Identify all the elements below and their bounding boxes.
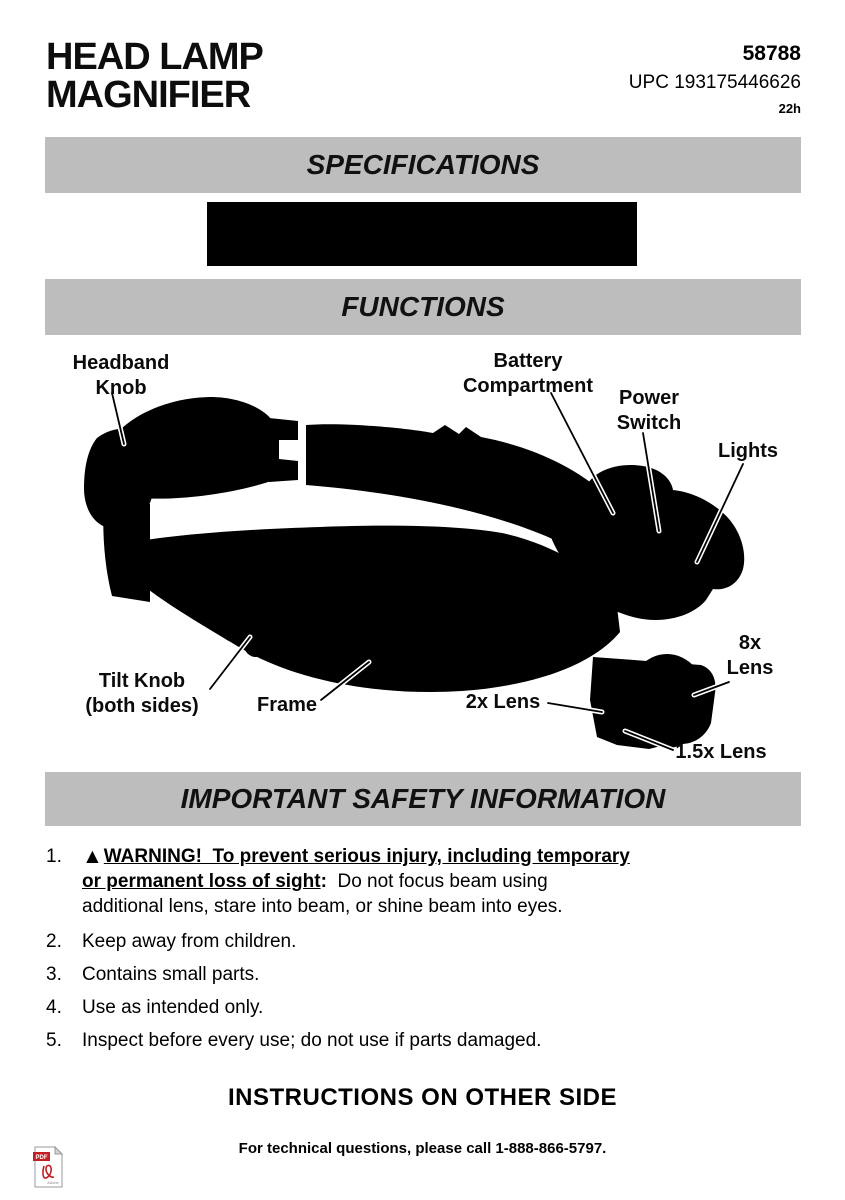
pdf-banner-label: PDF (35, 1155, 48, 1161)
label-line: Lens (726, 657, 774, 679)
safety-item-4-text: Use as intended only. (82, 997, 264, 1018)
item-number: 58788 (742, 42, 801, 65)
safety-item-5-number: 5. (46, 1030, 62, 1051)
safety-item-2-number: 2. (46, 931, 62, 952)
label-line: 1.5x Lens (675, 741, 767, 763)
safety-banner: IMPORTANT SAFETY INFORMATION (45, 772, 801, 826)
label-line: 2x Lens (465, 691, 541, 713)
pdf-file-icon (33, 1146, 63, 1188)
label-line: 8x (738, 632, 762, 654)
tilt-knob-leader (210, 637, 250, 689)
safety-item-5-text: Inspect before every use; do not use if parts damaged. (82, 1030, 542, 1051)
page-title-line1: HEAD LAMP (46, 36, 263, 78)
upc-code: UPC 193175446626 (628, 72, 801, 93)
safety-item-3-text: Contains small parts. (82, 964, 260, 985)
adobe-brand-label: Adobe (47, 1180, 59, 1185)
label-power-switch (617, 386, 681, 436)
safety-item-2-text: Keep away from children. (82, 931, 297, 952)
label-line: Lights (718, 440, 778, 462)
redacted-specifications-box (207, 202, 637, 266)
label-lens-2x (466, 690, 540, 715)
safety-item-1-line3 (82, 894, 682, 919)
specifications-banner: SPECIFICATIONS (45, 137, 801, 193)
label-headband-knob (73, 351, 170, 401)
technical-questions-phone: For technical questions, please call 1-888-866-5797. (238, 1140, 607, 1157)
headband-clip-shape (269, 418, 298, 482)
revision-code: 22h (778, 101, 801, 116)
headband-post-shape (103, 498, 150, 602)
label-lights (718, 439, 778, 464)
label-line: Switch (616, 412, 682, 434)
headband-left-band-shape (100, 397, 271, 499)
safety-item-3-number: 3. (46, 964, 62, 985)
instructions-other-side-note: INSTRUCTIONS ON OTHER SIDE (227, 1084, 618, 1111)
label-line: Frame (256, 694, 318, 716)
folded-corner (55, 1147, 62, 1154)
warning-colon: : (320, 871, 327, 892)
label-line: Compartment (462, 375, 594, 397)
label-line: Power (618, 387, 680, 409)
label-tilt-knob (85, 669, 198, 719)
functions-banner: FUNCTIONS (45, 279, 801, 335)
safety-item-1-line2 (82, 869, 682, 894)
safety-item-1-number: 1. (46, 846, 62, 867)
label-battery-compartment (463, 349, 593, 399)
label-line: (both sides) (85, 695, 199, 717)
warning-triangle-icon: ▲ (82, 845, 103, 868)
warning-bold-text: or permanent loss of sight (82, 871, 321, 892)
label-lens-8x (727, 631, 774, 681)
label-lens-15x (675, 740, 766, 765)
safety-item-1-text (82, 844, 682, 919)
page-title-line2: MAGNIFIER (46, 74, 251, 116)
safety-item-4-number: 4. (46, 997, 62, 1018)
label-frame (257, 693, 317, 718)
tilt-knob-shape (221, 616, 247, 642)
warning-body-text: Do not focus beam using (326, 871, 548, 892)
safety-item-1-line1 (82, 844, 682, 869)
label-line: Tilt Knob (98, 670, 186, 692)
warning-bold-text: WARNING! To prevent serious injury, including temporary (103, 846, 630, 867)
label-line: Headband (72, 352, 170, 374)
page-title (46, 38, 263, 114)
label-line: Knob (95, 377, 147, 399)
label-line: Battery (493, 350, 563, 372)
warning-body-text: additional lens, stare into beam, or shine beam into eyes. (82, 896, 563, 917)
